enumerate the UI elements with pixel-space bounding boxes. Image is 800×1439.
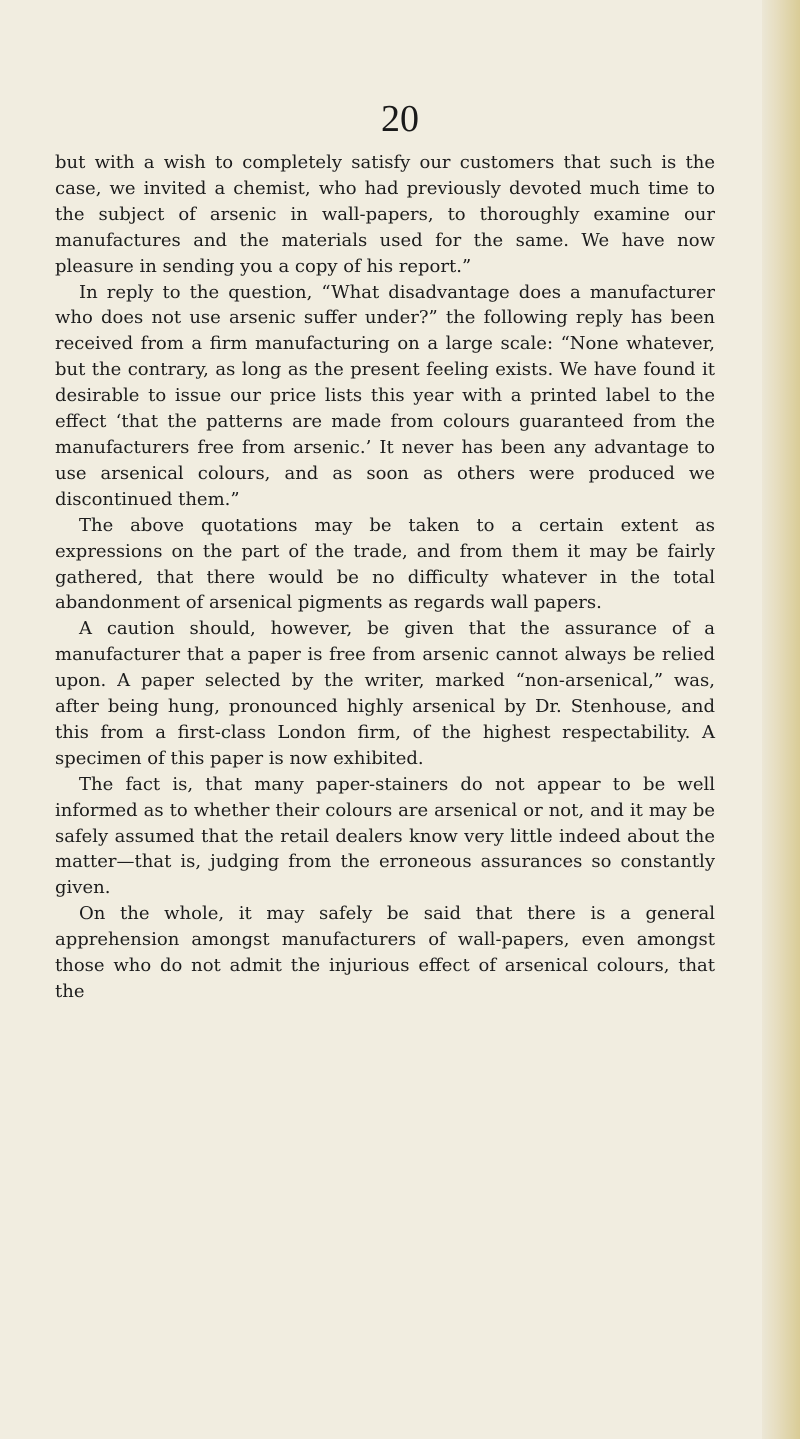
body-text <box>55 150 715 1005</box>
paragraph-2: In reply to the question, “What disadvantage does a manufacturer who does not use arsenic suffer under?” the following reply has been received from a firm manufacturing on a large scale: “None whatever, but the contrary, as long as the present feeling exists. We have found it desirable to issue our price lists this year with a printed label to the effect ‘that the patterns are made from colours guaranteed from the manufacturers free from arsenic.’ It never has been any advantage to use arsenical colours, and as soon as others were produced we discontinued them.” <box>55 281 715 510</box>
page-number: 20 <box>381 98 419 140</box>
page-edge-shading <box>762 0 800 1439</box>
paragraph-6: On the whole, it may safely be said that there is a general apprehension amongst manufacturers of wall-papers, even amongst those who do not admit the injurious effect of arsenical colours, that the <box>55 903 715 1002</box>
paragraph-4: A caution should, however, be given that the assurance of a manufacturer that a paper is free from arsenic cannot always be relied upon. A paper selected by the writer, marked “non-arsenical,” was, after being hung, pronounced highly arsenical by Dr. Stenhouse, and this from a first-class London firm, of the highest respectability. A specimen of this paper is now exhibited. <box>55 618 715 769</box>
paragraph-1: but with a wish to completely satisfy our customers that such is the case, we invited a chemist, who had previously devoted much time to the subject of arsenic in wall-papers, to thoroughly examine our manufactures and the materials used for the same. We have now pleasure in sending you a copy of his report.” <box>55 152 715 277</box>
paragraph-5: The fact is, that many paper-stainers do not appear to be well informed as to whether their colours are arsenical or not, and it may be safely assumed that the retail dealers know very little indeed about the matter—that is, judging from the erroneous assurances so constantly given. <box>55 773 715 899</box>
paragraph-3: The above quotations may be taken to a certain extent as expressions on the part of the trade, and from them it may be fairly gathered, that there would be no difficulty whatever in the total abandonment of arsenical pigments as regards wall papers. <box>55 514 715 614</box>
